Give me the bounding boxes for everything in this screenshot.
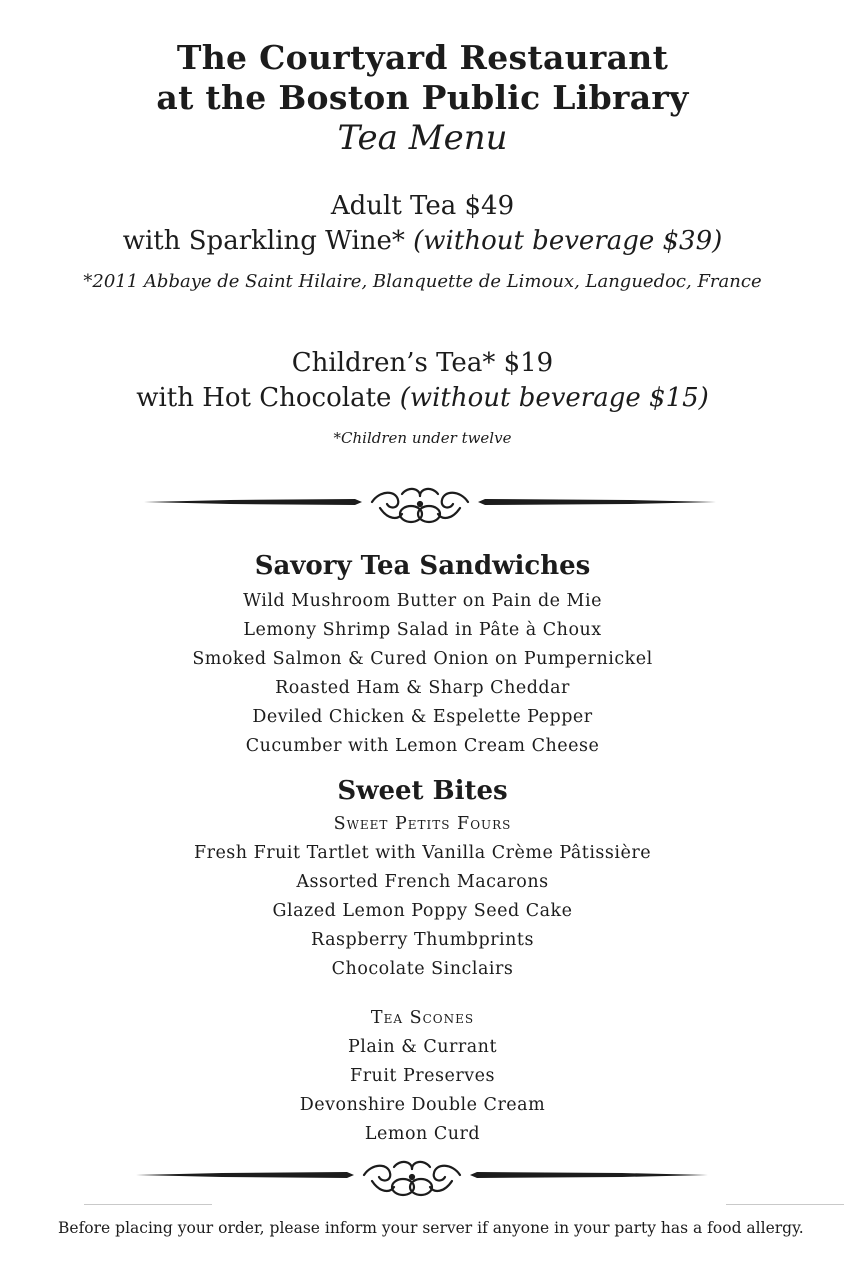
petits-fours-item: Glazed Lemon Poppy Seed Cake (272, 901, 573, 921)
children-tea-price: Children’s Tea* $19 (291, 348, 554, 378)
children-age-note: *Children under twelve (333, 429, 512, 447)
petits-fours-item: Assorted French Macarons (296, 872, 549, 892)
savory-heading: Savory Tea Sandwiches (254, 551, 591, 581)
scones-item: Lemon Curd (364, 1124, 481, 1144)
restaurant-title-line2: at the Boston Public Library (156, 78, 689, 117)
allergy-note: Before placing your order, please inform your server if anyone in your party has a food allergy. (58, 1219, 804, 1237)
ornamental-divider-bottom (132, 1155, 712, 1201)
wine-note: *2011 Abbaye de Saint Hilaire, Blanquette de Limoux, Languedoc, France (83, 271, 762, 292)
petits-fours-item: Chocolate Sinclairs (331, 959, 514, 979)
adult-tea-beverage-alt: (without beverage $39) (413, 226, 723, 256)
children-tea-beverage (0, 382, 845, 414)
adult-tea-beverage-main: with Sparkling Wine* (122, 226, 405, 256)
petits-fours-label: Sweet Petits Fours (333, 814, 512, 834)
savory-item: Smoked Salmon & Cured Onion on Pumpernickel (192, 649, 653, 669)
petits-fours-list (0, 810, 845, 984)
petits-fours-item: Fresh Fruit Tartlet with Vanilla Crème Pâtissière (193, 843, 652, 863)
restaurant-title-line1: The Courtyard Restaurant (176, 38, 669, 77)
adult-tea-price: Adult Tea $49 (330, 191, 515, 221)
footer-rule-left (84, 1204, 212, 1205)
savory-list (0, 587, 845, 761)
scones-item: Devonshire Double Cream (299, 1095, 546, 1115)
sweet-heading: Sweet Bites (337, 776, 508, 806)
savory-item: Roasted Ham & Sharp Cheddar (275, 678, 570, 698)
savory-item: Wild Mushroom Butter on Pain de Mie (243, 591, 602, 611)
adult-tea-beverage (0, 225, 845, 257)
children-tea-beverage-alt: (without beverage $15) (399, 383, 709, 413)
savory-item: Lemony Shrimp Salad in Pâte à Choux (243, 620, 602, 640)
scones-list (0, 1004, 845, 1149)
savory-item: Cucumber with Lemon Cream Cheese (245, 736, 600, 756)
scones-item: Plain & Currant (347, 1037, 497, 1057)
scones-label: Tea Scones (370, 1008, 475, 1028)
scones-item: Fruit Preserves (350, 1066, 495, 1086)
children-tea-beverage-main: with Hot Chocolate (136, 383, 392, 413)
ornamental-divider-top (140, 482, 720, 528)
footer-rule-right (726, 1204, 844, 1205)
menu-subtitle: Tea Menu (337, 118, 508, 158)
savory-item: Deviled Chicken & Espelette Pepper (252, 707, 593, 727)
petits-fours-item: Raspberry Thumbprints (311, 930, 534, 950)
